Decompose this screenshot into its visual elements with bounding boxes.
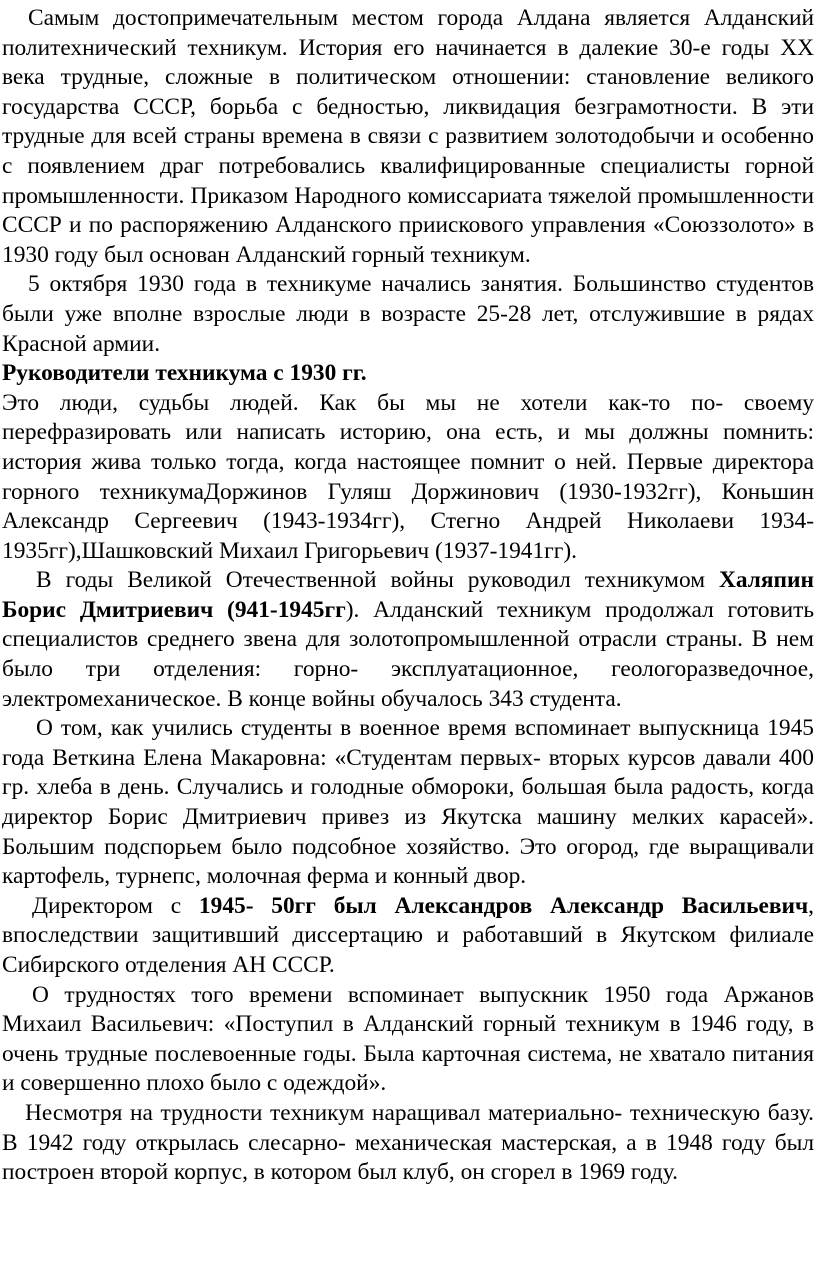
director-1945-text-start: Директором с	[32, 892, 199, 919]
director-1945-paragraph	[2, 892, 814, 981]
graduate-memories-paragraph: О трудностях того времени вспоминает выпускник 1950 года Аржанов Михаил Васильевич: «Поступил в Алданский горный техникум в 1946 году, в очень трудные послевоенные годы. Была карточная система, не хватало питания и совершенно плохо было с одеждой».	[2, 981, 814, 1097]
director-1945-text-end: , впоследствии защитивший диссертацию и работавший в Якутском филиале Сибирского отделения АН СССР.	[2, 892, 814, 978]
war-years-text-end: ). Алданский техникум продолжал готовить специалистов среднего звена для золотопромышленной отрасли страны. В нем было три отделения: горно- эксплуатационное, геологоразведочное, электромеханическое. В конце войны обучалось 343 студента.	[2, 596, 815, 712]
section-heading-text: Руководители техникума с 1930 гг.	[2, 360, 367, 387]
first-classes-paragraph: 5 октября 1930 года в техникуме начались занятия. Большинство студентов были уже вполне взрослые люди в возрасте 25-28 лет, отслужившие в рядах Красной армии.	[2, 271, 814, 357]
section-heading	[2, 359, 814, 389]
war-years-text-start: В годы Великой Отечественной войны руководил техникумом	[36, 567, 719, 594]
war-years-director-name: Халяпин Борис Дмитриевич (941-1945гг	[2, 567, 814, 623]
material-base-paragraph: Несмотря на трудности техникум наращивал материально- техническую базу. В 1942 году открылась слесарно- механическая мастерская, а в 1948 году был построен второй корпус, в котором был клуб, он сгорел в 1969 году.	[2, 1099, 814, 1186]
student-memories-paragraph: О том, как учились студенты в военное время вспоминает выпускница 1945 года Веткина Елена Макаровна: «Студентам первых- вторых курсов давали 400 гр. хлеба в день. Случались и голодные обмороки, большая была радость, когда директор Борис Дмитриевич привез из Якутска машину мелких карасей». Большим подспорьем было подсобное хозяйство. Это огород, где выращивали картофель, турнепс, молочная ферма и конный двор.	[2, 715, 814, 890]
director-1945-name: 1945- 50гг был Александров Александр Васильевич	[198, 892, 809, 919]
directors-paragraph: Это люди, судьбы людей. Как бы мы не хотели как-то по- своему перефразировать или написать историю, она есть, и мы должны помнить: история жива только тогда, когда настоящее помнит о ней. Первые директора горного техникумаДоржинов Гуляш Доржинович (1930-1932гг), Коньшин Александр Сергеевич (1943-1934гг), Стегно Андрей Николаеви 1934-1935гг),Шашковский Михаил Григорьевич (1937-1941гг).	[2, 389, 814, 564]
intro-paragraph: Самым достопримечательным местом города Алдана является Алданский политехнический техникум. История его начинается в далекие 30-е годы XX века трудные, сложные в политическом отношении: становление великого государства СССР, борьба с бедностью, ликвидация безграмотности. В эти трудные для всей страны времена в связи с развитием золотодобычи и особенно с появлением драг потребовались квалифицированные специалисты горной промышленности. Приказом Народного комиссариата тяжелой промышленности СССР и по распоряжению Алданского приискового управления «Союззолото» в 1930 году был основан Алданский горный техникум.	[2, 5, 814, 268]
war-years-paragraph	[2, 566, 814, 714]
